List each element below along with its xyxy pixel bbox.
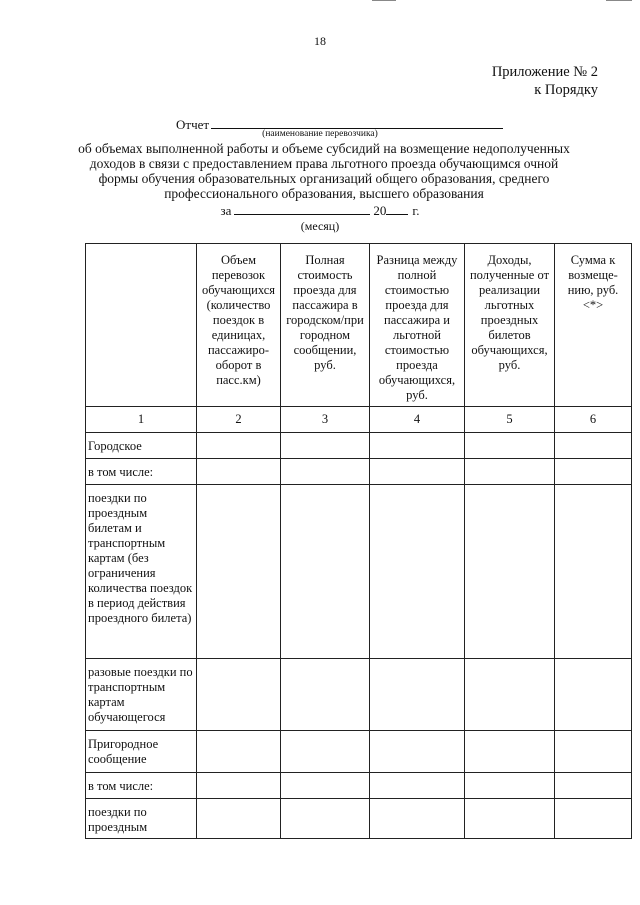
data-cell[interactable]: [197, 659, 281, 731]
header-cell: Разница между полной стоимостью проезда для пассажира и льготной стоимостью проезда обучающихся, руб.: [370, 244, 465, 407]
header-cell: Полная стоимость проезда для пассажира в городском/при городном сообщении, руб.: [281, 244, 370, 407]
data-cell[interactable]: [197, 433, 281, 459]
data-cell[interactable]: [370, 433, 465, 459]
data-cell[interactable]: [281, 731, 370, 773]
data-cell[interactable]: [197, 731, 281, 773]
month-caption: (месяц): [300, 219, 340, 233]
column-number: 2: [197, 407, 281, 433]
page-number: 18: [314, 34, 326, 48]
column-number: 6: [555, 407, 632, 433]
data-cell[interactable]: [370, 485, 465, 659]
data-cell[interactable]: [197, 485, 281, 659]
data-cell[interactable]: [281, 659, 370, 731]
appendix-header: [492, 63, 598, 99]
carrier-caption: (наименование перевозчика): [262, 129, 378, 139]
data-cell[interactable]: [465, 485, 555, 659]
data-cell[interactable]: [555, 459, 632, 485]
data-cell[interactable]: [281, 773, 370, 799]
top-edge-mark: [372, 0, 396, 1]
column-number: 3: [281, 407, 370, 433]
data-cell[interactable]: [281, 799, 370, 839]
data-cell[interactable]: [555, 433, 632, 459]
appendix-title: Приложение № 2: [491, 64, 598, 80]
carrier-name-blank: [211, 116, 503, 129]
report-period-line: [0, 203, 640, 219]
data-cell[interactable]: [370, 799, 465, 839]
data-cell[interactable]: [555, 731, 632, 773]
column-number-row: [86, 407, 632, 433]
header-cell: Сумма к возмеще-нию, руб. <*>: [555, 244, 632, 407]
table-row: [86, 799, 632, 839]
data-cell[interactable]: [370, 459, 465, 485]
row-label: в том числе:: [86, 459, 197, 485]
data-cell[interactable]: [370, 659, 465, 731]
data-cell[interactable]: [555, 485, 632, 659]
data-cell[interactable]: [465, 731, 555, 773]
column-number: 1: [86, 407, 197, 433]
year-blank: [386, 203, 408, 215]
data-cell[interactable]: [197, 459, 281, 485]
data-cell[interactable]: [197, 773, 281, 799]
column-number: 4: [370, 407, 465, 433]
data-cell[interactable]: [465, 459, 555, 485]
table-row: [86, 659, 632, 731]
period-suffix: г.: [412, 203, 420, 218]
table-row: [86, 773, 632, 799]
data-cell[interactable]: [465, 659, 555, 731]
data-cell[interactable]: [555, 659, 632, 731]
row-label: разовые поездки по транспортным картам обучающегося: [86, 659, 197, 731]
table-header-row: [86, 244, 632, 407]
header-cell: Доходы, полученные от реализации льготных проездных билетов обучающихся, руб.: [465, 244, 555, 407]
row-label: поездки по проездным: [86, 799, 197, 839]
period-year: 20: [373, 203, 387, 218]
header-cell: Объем перевозок обучающихся (количество поездок в единицах, пассажиро-оборот в пасс.км): [197, 244, 281, 407]
data-cell[interactable]: [370, 731, 465, 773]
top-edge-mark: [606, 0, 632, 1]
month-blank: [234, 203, 370, 215]
row-label: в том числе:: [86, 773, 197, 799]
data-cell[interactable]: [281, 433, 370, 459]
row-label: поездки по проездным билетам и транспортным картам (без ограничения количества поездок в период действия проездного билета): [86, 485, 197, 659]
report-label: Отчет: [176, 117, 210, 132]
data-cell[interactable]: [465, 799, 555, 839]
data-cell[interactable]: [465, 773, 555, 799]
report-subtitle: об объемах выполненной работы и объеме субсидий на возмещение недополученных доходов в связи с предоставлением права льготного проезда обучающимся очной формы обучения образовательных организаций общего образования, среднего профессионального образования, высшего образования: [78, 141, 570, 201]
table-row: [86, 485, 632, 659]
header-cell: [86, 244, 197, 407]
data-cell[interactable]: [281, 459, 370, 485]
data-cell[interactable]: [197, 799, 281, 839]
table-row: [86, 459, 632, 485]
row-label: Пригородное сообщение: [86, 731, 197, 773]
data-cell[interactable]: [370, 773, 465, 799]
report-table: [85, 243, 632, 839]
period-prefix: за: [220, 203, 232, 218]
table-row: [86, 731, 632, 773]
data-cell[interactable]: [281, 485, 370, 659]
data-cell[interactable]: [465, 433, 555, 459]
data-cell[interactable]: [555, 799, 632, 839]
data-cell[interactable]: [555, 773, 632, 799]
appendix-reference: к Порядку: [534, 82, 598, 98]
table-row: [86, 433, 632, 459]
row-label: Городское: [86, 433, 197, 459]
column-number: 5: [465, 407, 555, 433]
